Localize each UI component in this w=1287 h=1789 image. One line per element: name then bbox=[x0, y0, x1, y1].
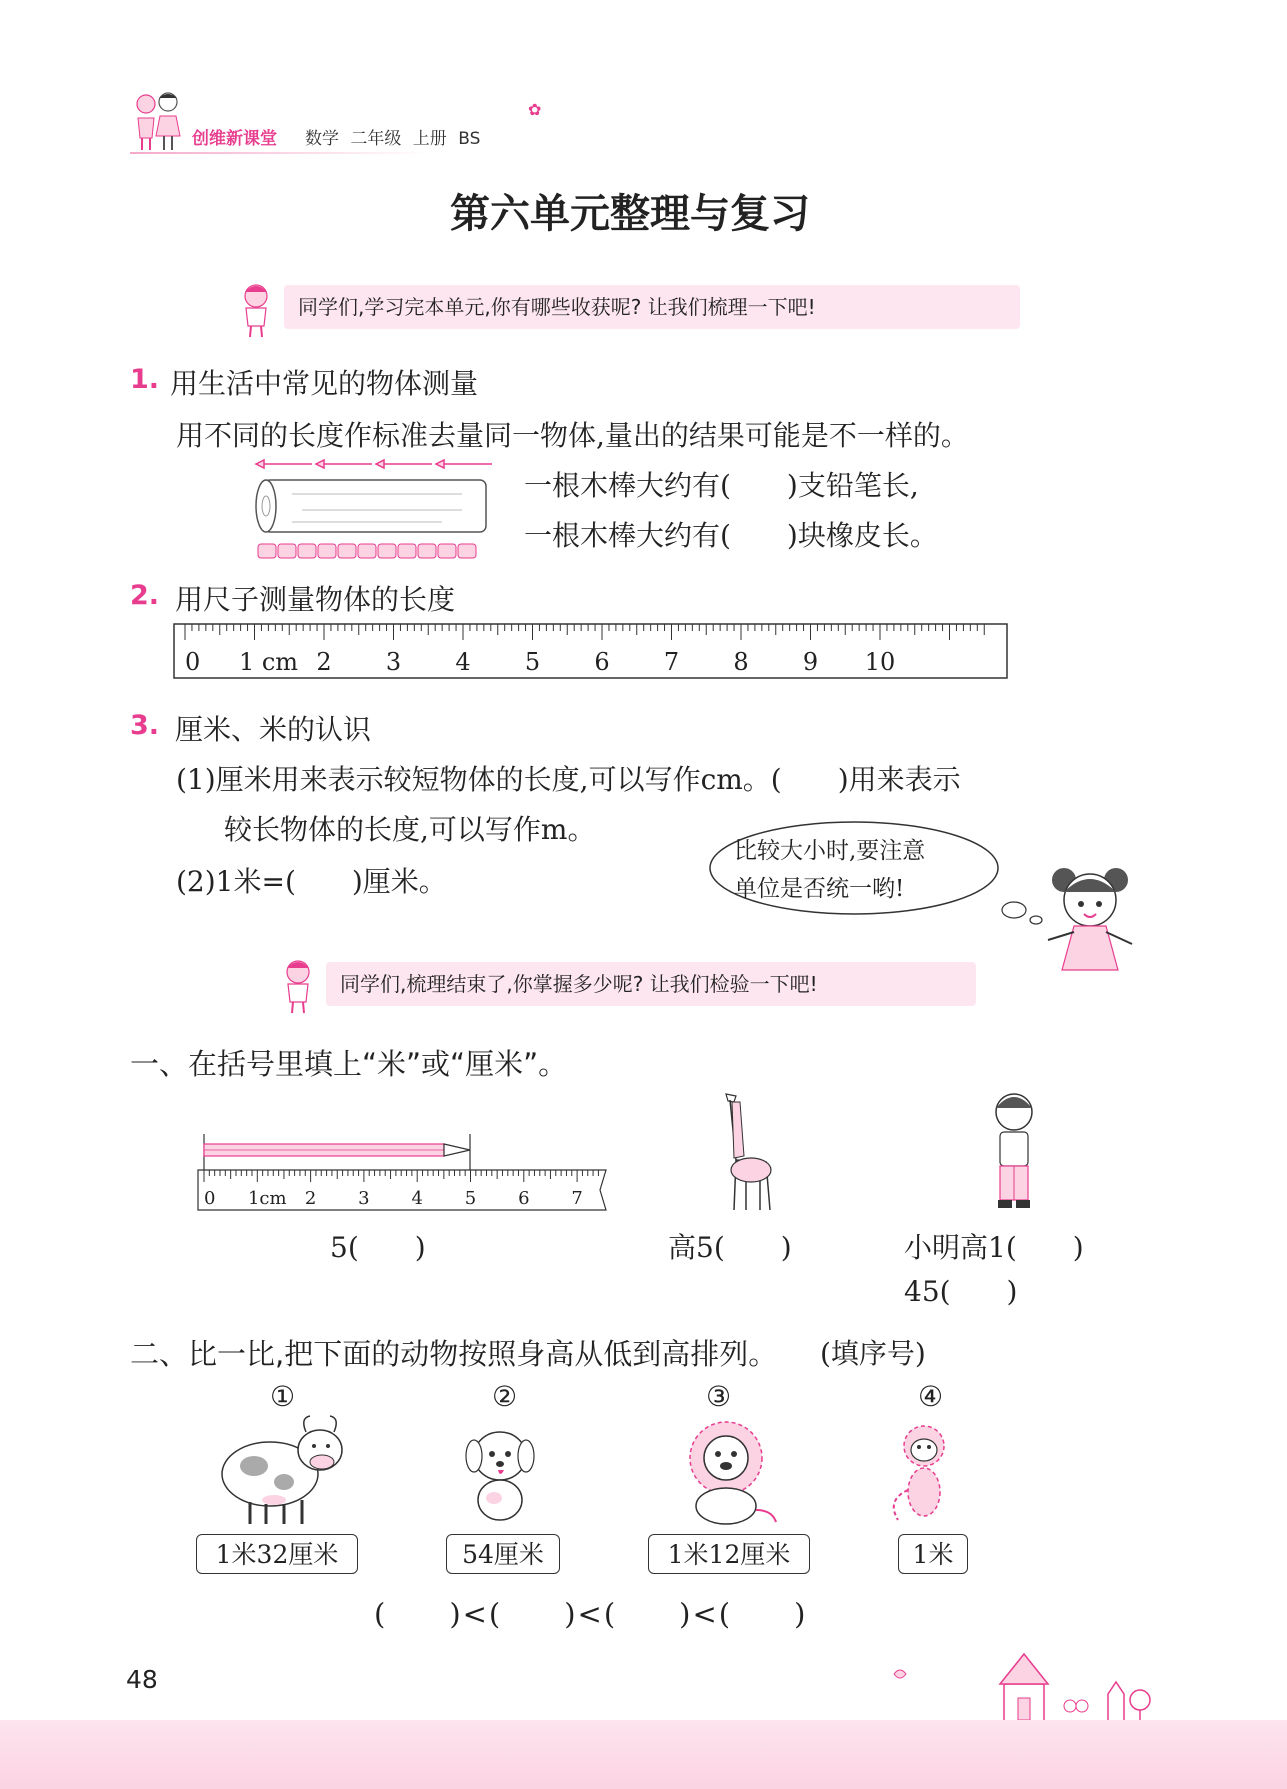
ruler-label: 1cm bbox=[247, 1188, 287, 1209]
mascot-boy-icon bbox=[236, 282, 276, 338]
ruler-label: 9 bbox=[802, 648, 819, 676]
check-banner: 同学们,梳理结束了,你掌握多少呢? 让我们检验一下吧! bbox=[326, 962, 976, 1006]
castle-decoration-icon bbox=[884, 1644, 1164, 1720]
page-title: 第六单元整理与复习 bbox=[450, 191, 810, 237]
eraser-question: 一根木棒大约有( )块橡皮长。 bbox=[524, 519, 938, 552]
section-text: 用不同的长度作标准去量同一物体,量出的结果可能是不一样的。 bbox=[176, 419, 969, 452]
ruler-label: 3 bbox=[358, 1188, 370, 1209]
butterfly-icon: ✿ bbox=[528, 100, 542, 119]
bubble-text-2: 单位是否统一哟! bbox=[734, 876, 905, 902]
ruler-label: 10 bbox=[864, 648, 896, 676]
header-divider bbox=[130, 152, 430, 154]
ruler-label: 0 bbox=[204, 1188, 216, 1209]
giraffe-height-answer: 高5( ) bbox=[668, 1231, 792, 1264]
monkey-illustration bbox=[884, 1420, 964, 1530]
ruler-label: 7 bbox=[663, 648, 680, 676]
section-number: 1. bbox=[130, 364, 160, 395]
ruler-label: 7 bbox=[571, 1188, 583, 1209]
ruler-label: 6 bbox=[518, 1188, 530, 1209]
height-label: 1米12厘米 bbox=[648, 1534, 810, 1574]
header-kids-logo bbox=[128, 88, 188, 152]
xiaoming-height-answer: 小明高1( ) bbox=[904, 1231, 1084, 1264]
pencil-on-ruler bbox=[196, 1134, 612, 1212]
page-number: 48 bbox=[126, 1665, 158, 1694]
question-2-hint: (填序号) bbox=[820, 1337, 926, 1370]
puppy-illustration bbox=[458, 1420, 542, 1524]
pencil-length-answer: 5( ) bbox=[330, 1231, 426, 1264]
footer-band bbox=[0, 1720, 1287, 1789]
ruler-label: 5 bbox=[464, 1188, 477, 1209]
animal-number: ③ bbox=[706, 1380, 732, 1413]
ruler-label: 4 bbox=[411, 1188, 423, 1209]
cow-illustration bbox=[214, 1412, 354, 1528]
review-banner: 同学们,学习完本单元,你有哪些收获呢? 让我们梳理一下吧! bbox=[284, 285, 1020, 329]
ruler-label: 4 bbox=[455, 648, 471, 676]
question-2-title: 二、比一比,把下面的动物按照身高从低到高排列。 bbox=[130, 1337, 778, 1371]
ruler-label: 3 bbox=[385, 648, 402, 676]
cm-meter-text-cont: 较长物体的长度,可以写作m。 bbox=[224, 813, 596, 846]
xiaoming-height-answer-2: 45( ) bbox=[904, 1275, 1018, 1308]
mascot-boy-icon bbox=[278, 958, 318, 1014]
giraffe-illustration bbox=[706, 1090, 784, 1214]
height-label: 1米32厘米 bbox=[196, 1534, 358, 1574]
animal-number: ② bbox=[492, 1380, 518, 1413]
section-number: 2. bbox=[130, 580, 160, 611]
lion-illustration bbox=[676, 1414, 780, 1530]
section-number: 3. bbox=[130, 710, 160, 741]
ruler-label: 2 bbox=[316, 648, 332, 676]
ruler-label: 2 bbox=[304, 1188, 317, 1209]
ruler-label: 1 cm bbox=[238, 648, 299, 676]
ruler-label: 0 bbox=[185, 648, 201, 676]
meter-question: (2)1米=( )厘米。 bbox=[176, 865, 447, 898]
boy-xiaoming-illustration bbox=[984, 1090, 1044, 1214]
ruler-label: 6 bbox=[594, 648, 610, 676]
ruler-label: 8 bbox=[733, 648, 749, 676]
subject-label: 数学 二年级 上册 BS bbox=[305, 129, 481, 149]
brand-name: 创维新课堂 bbox=[192, 129, 277, 149]
order-answer: ( )<( )<( )<( ) bbox=[374, 1597, 808, 1631]
pencil-question: 一根木棒大约有( )支铅笔长, bbox=[524, 469, 919, 502]
cm-meter-text: (1)厘米用来表示较短物体的长度,可以写作cm。( )用来表示 bbox=[176, 763, 961, 796]
animal-number: ④ bbox=[918, 1380, 944, 1413]
bubble-text-1: 比较大小时,要注意 bbox=[734, 838, 926, 864]
girl-character-icon bbox=[1040, 860, 1140, 980]
section-title: 用尺子测量物体的长度 bbox=[175, 583, 456, 616]
ruler-10cm bbox=[173, 623, 1008, 679]
question-1-title: 一、在括号里填上“米”或“厘米”。 bbox=[130, 1047, 568, 1081]
section-title: 用生活中常见的物体测量 bbox=[170, 367, 479, 400]
height-label: 1米 bbox=[898, 1534, 968, 1574]
height-label: 54厘米 bbox=[446, 1534, 560, 1574]
section-title: 厘米、米的认识 bbox=[175, 713, 372, 746]
animal-number: ① bbox=[270, 1380, 296, 1413]
stick-measure-illustration bbox=[252, 458, 496, 564]
ruler-label: 5 bbox=[524, 648, 541, 676]
